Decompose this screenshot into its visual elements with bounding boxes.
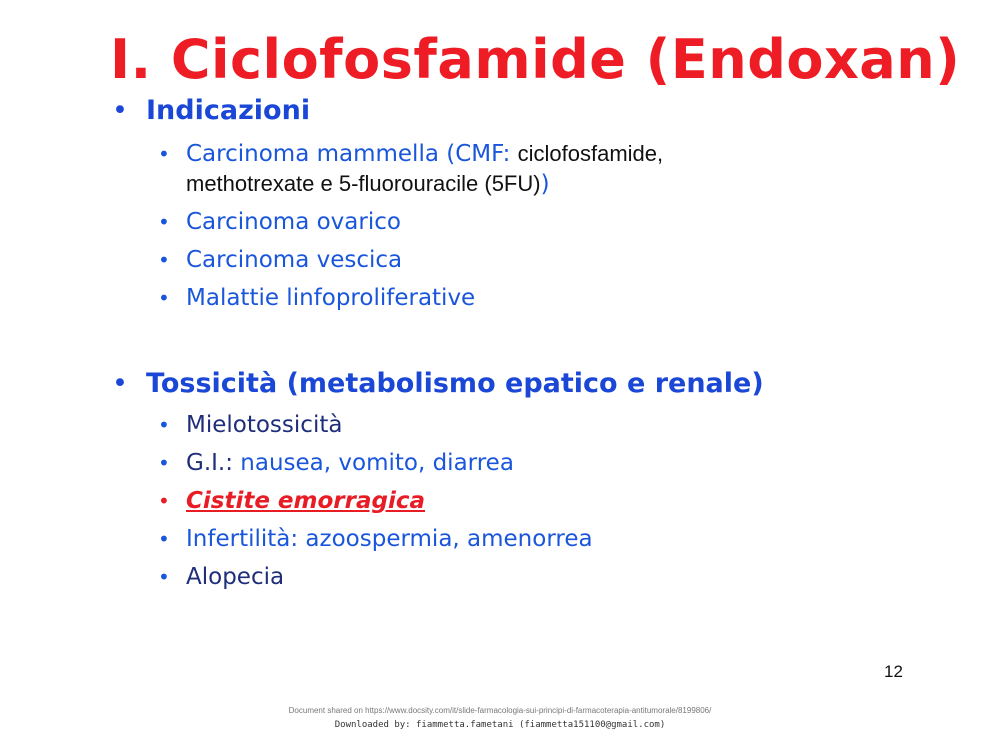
bullet-icon: •	[158, 248, 170, 272]
item-prefix: G.I.:	[186, 450, 241, 476]
item-text: Carcinoma mammella (CMF:	[186, 141, 518, 167]
bullet-icon: •	[158, 451, 170, 475]
bullet-icon: •	[158, 142, 170, 166]
heading-tossicita-label: Tossicità (metabolismo epatico e renale)	[146, 368, 764, 399]
item-close-paren: )	[540, 171, 550, 197]
bullet-icon: •	[158, 413, 170, 437]
footer-shared-link[interactable]: Document shared on https://www.docsity.com/it/slide-farmacologia-sui-principi-di-farmacoterapia-antitumorale/8199806/	[288, 706, 712, 715]
item-text: Carcinoma ovarico	[186, 209, 401, 235]
item-text: Mielotossicità	[186, 412, 343, 438]
bullet-icon: •	[158, 489, 170, 513]
item-text: nausea, vomito, diarrea	[240, 450, 514, 476]
item-text: Alopecia	[186, 564, 285, 590]
bullet-icon: •	[112, 368, 128, 399]
footer-downloaded-by: Downloaded by: fiammetta.fametani (fiammetta151100@gmail.com)	[334, 720, 666, 730]
item-detail-text: ciclofosfamide,	[517, 141, 664, 166]
item-text: Infertilità: azoospermia, amenorrea	[186, 526, 593, 552]
item-text: Carcinoma vescica	[186, 247, 403, 273]
bullet-icon: •	[158, 286, 170, 310]
bullet-icon: •	[158, 210, 170, 234]
heading-indicazioni-label: Indicazioni	[146, 95, 311, 126]
bullet-icon: •	[158, 565, 170, 589]
page-number: 12	[884, 662, 903, 681]
list-item-continuation	[186, 169, 550, 199]
bullet-icon: •	[158, 527, 170, 551]
item-detail-text: methotrexate e 5-fluorouracile (5FU)	[186, 171, 541, 196]
slide-title: I. Ciclofosfamide (Endoxan)	[110, 28, 961, 91]
item-text: Cistite emorragica	[186, 488, 426, 514]
bullet-icon: •	[112, 95, 128, 126]
item-text: Malattie linfoproliferative	[186, 285, 476, 311]
